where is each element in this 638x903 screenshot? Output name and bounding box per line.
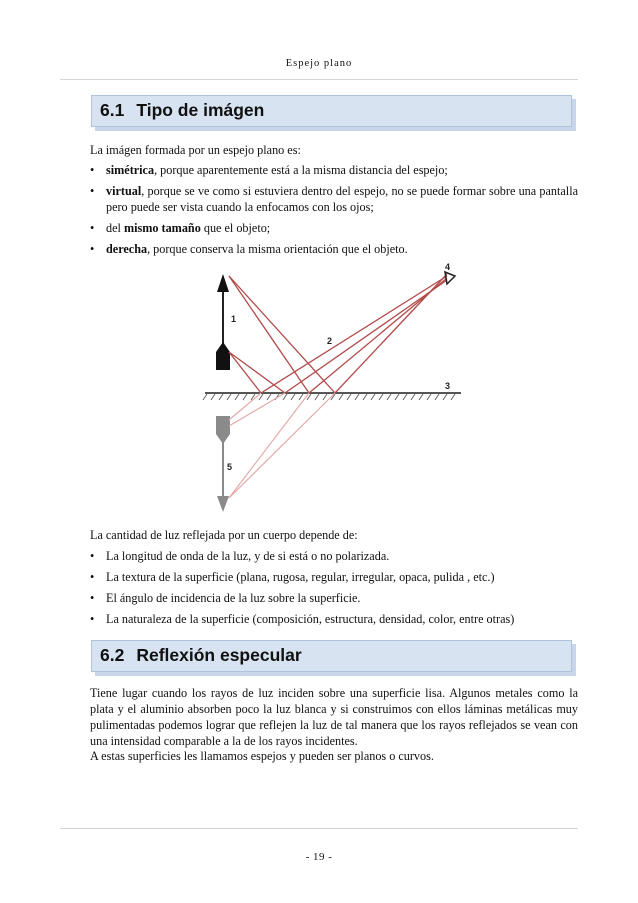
list-item: • La longitud de onda de la luz, y de si está o no polarizada. (90, 549, 390, 563)
light-intro-text: La cantidad de luz reflejada por un cuerpo depende de: (90, 528, 358, 542)
intro-text: La imágen formada por un espejo plano es: (90, 143, 301, 157)
plane-mirror-diagram (199, 262, 465, 514)
figure-label-1: 1 (231, 314, 237, 324)
light-rays (229, 274, 447, 393)
figure-label-4: 4 (445, 262, 451, 272)
list-item: • La textura de la superficie (plana, rugosa, regular, irregular, opaca, pulida , etc.) (90, 570, 495, 584)
list-item: • derecha, porque conserva la misma orientación que el objeto. (90, 242, 408, 256)
section-title: Reflexión especular (136, 645, 302, 665)
object-arrow-head (217, 274, 229, 292)
list-item: • La naturaleza de la superficie (composición, estructura, densidad, color, entre otras) (90, 612, 515, 626)
list-item: • simétrica, porque aparentemente está a la misma distancia del espejo; (90, 163, 448, 177)
section-number: 6.1 (100, 100, 125, 120)
section-heading-6-1 (91, 95, 572, 127)
header-rule (60, 79, 578, 80)
section-number: 6.2 (100, 645, 125, 665)
virtual-rays (229, 393, 335, 498)
object-arrow-tail (216, 342, 230, 370)
section-heading-6-2 (91, 640, 572, 672)
specular-note: A estas superficies les llamamos espejos y pueden ser planos o curvos. (90, 749, 434, 763)
figure-label-3: 3 (445, 381, 451, 391)
footer-rule (60, 828, 578, 829)
page-number: - 19 - (305, 851, 333, 863)
figure-label-2: 2 (327, 336, 333, 346)
specular-paragraph: Tiene lugar cuando los rayos de luz inciden sobre una superficie lisa. Algunos metales como la plata y el aluminio absorben poco la luz blanca y si construimos con ellos láminas metálicas muy pulimentadas podemos lograr que reflejen la luz de tal manera que los rayos reflejados se vean con una intensidad comparable a la de los rayos incidentes. (90, 686, 578, 748)
list-item: • del mismo tamaño que el objeto; (90, 221, 271, 235)
section-title: Tipo de imágen (136, 100, 265, 120)
running-header: Espejo plano (285, 58, 353, 69)
image-arrow-head (217, 496, 229, 512)
figure-label-5: 5 (227, 462, 233, 472)
list-item: • El ángulo de incidencia de la luz sobre la superficie. (90, 591, 361, 605)
list-item: • virtual, porque se ve como si estuviera dentro del espejo, no se puede formar sobre una pantalla pero puede ser vista cuando la enfocamos con los ojos; (90, 184, 578, 214)
